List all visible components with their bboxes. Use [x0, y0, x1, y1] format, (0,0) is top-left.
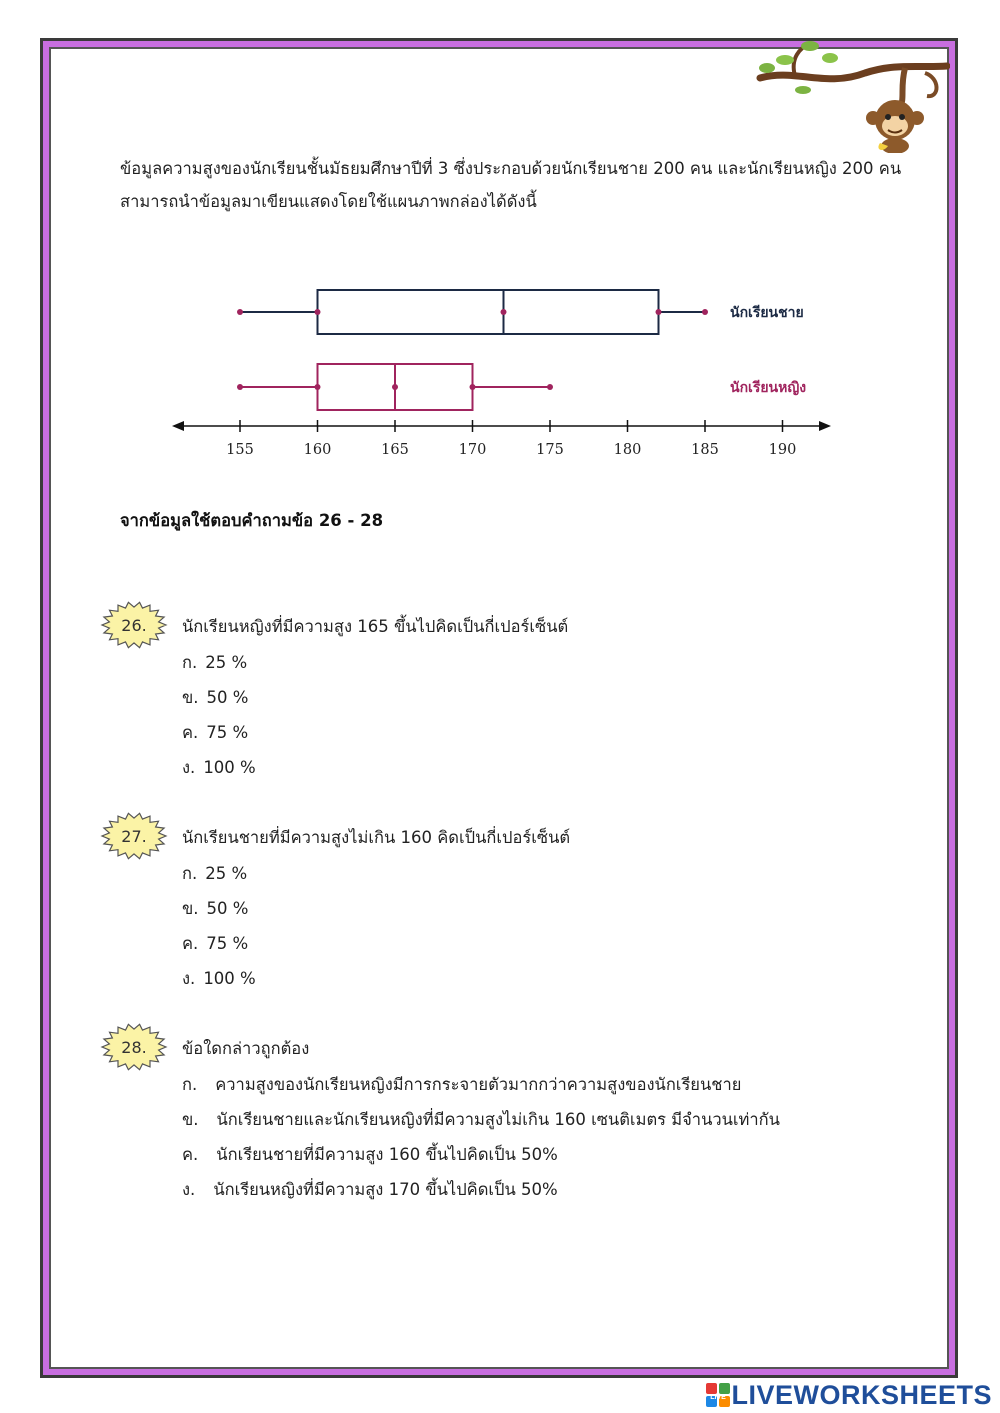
chart-boxes — [237, 290, 806, 410]
option-text: 75 % — [206, 934, 249, 953]
question-text: นักเรียนหญิงที่มีความสูง 165 ขึ้นไปคิดเป็นกี่เปอร์เซ็นต์ — [182, 617, 569, 636]
monkey-branch-illustration — [755, 38, 950, 153]
box-iqr — [318, 290, 659, 334]
question-text: นักเรียนชายที่มีความสูงไม่เกิน 160 คิดเป็นกี่เปอร์เซ็นต์ — [182, 828, 571, 847]
option-text: 50 % — [206, 688, 249, 707]
option-c[interactable] — [182, 931, 256, 966]
option-a[interactable] — [182, 861, 256, 896]
axis-tick-label: 165 — [381, 442, 409, 458]
box-point — [392, 384, 398, 390]
question-number: 27. — [121, 826, 147, 846]
question-badge — [100, 1022, 168, 1072]
axis-tick-label: 170 — [458, 442, 487, 458]
option-label: ข. — [182, 688, 199, 707]
option-label: ง. — [182, 1180, 196, 1199]
option-list — [182, 861, 256, 1001]
option-text: นักเรียนชายที่มีความสูง 160 ขึ้นไปคิดเป็น 50% — [216, 1145, 558, 1164]
option-label: ค. — [182, 934, 199, 953]
box-point — [315, 384, 321, 390]
sub-heading: จากข้อมูลใช้ตอบคำถามข้อ 26 - 28 — [120, 511, 384, 530]
option-text: 100 % — [203, 758, 256, 777]
box-plot-chart — [160, 250, 850, 470]
option-label: ง. — [182, 969, 196, 988]
axis-tick-label: 160 — [303, 442, 332, 458]
chart-axis — [172, 420, 831, 458]
option-text: นักเรียนหญิงที่มีความสูง 170 ขึ้นไปคิดเป็น 50% — [213, 1180, 558, 1199]
logo-text: LIVE — [710, 1394, 727, 1401]
option-text: 75 % — [206, 723, 249, 742]
option-list — [182, 1072, 780, 1212]
option-d[interactable] — [182, 1177, 780, 1212]
box-point — [501, 309, 507, 315]
option-list — [182, 650, 256, 790]
option-c[interactable] — [182, 1142, 780, 1177]
axis-arrow-left — [172, 421, 184, 431]
option-label: ง. — [182, 758, 196, 777]
option-text: 100 % — [203, 969, 256, 988]
option-label: ข. — [182, 899, 199, 918]
option-text: 25 % — [205, 864, 248, 883]
box-point — [470, 384, 476, 390]
intro-paragraph — [120, 152, 920, 218]
option-label: ค. — [182, 1145, 199, 1164]
option-text: 50 % — [206, 899, 249, 918]
option-text: 25 % — [205, 653, 248, 672]
box-point — [656, 309, 662, 315]
box-point — [702, 309, 708, 315]
question-number: 26. — [121, 615, 147, 635]
option-text: ความสูงของนักเรียนหญิงมีการกระจายตัวมากกว่าความสูงของนักเรียนชาย — [215, 1075, 742, 1094]
axis-arrow-right — [819, 421, 831, 431]
brand-name: LIVEWORKSHEETS — [731, 1379, 992, 1410]
intro-line-2: สามารถนำข้อมูลมาเขียนแสดงโดยใช้แผนภาพกล่องได้ดังนี้ — [120, 192, 537, 211]
question-text: ข้อใดกล่าวถูกต้อง — [182, 1039, 310, 1058]
axis-tick-label: 190 — [768, 442, 797, 458]
liveworksheets-logo-icon — [705, 1382, 731, 1408]
box-point — [237, 384, 243, 390]
option-label: ก. — [182, 1075, 198, 1094]
series-label: นักเรียนหญิง — [730, 380, 807, 396]
series-label: นักเรียนชาย — [730, 305, 804, 321]
axis-tick-label: 155 — [226, 442, 254, 458]
option-c[interactable] — [182, 720, 256, 755]
axis-tick-label: 185 — [691, 442, 719, 458]
option-label: ค. — [182, 723, 199, 742]
axis-tick-label: 175 — [536, 442, 564, 458]
option-label: ข. — [182, 1110, 199, 1129]
liveworksheets-brand — [705, 1381, 992, 1409]
option-d[interactable] — [182, 966, 256, 1001]
option-b[interactable] — [182, 896, 256, 931]
question-number: 28. — [121, 1037, 147, 1057]
box-point — [315, 309, 321, 315]
option-b[interactable] — [182, 1107, 780, 1142]
option-b[interactable] — [182, 685, 256, 720]
option-a[interactable] — [182, 650, 256, 685]
option-d[interactable] — [182, 755, 256, 790]
option-text: นักเรียนชายและนักเรียนหญิงที่มีความสูงไม่เกิน 160 เซนติเมตร มีจำนวนเท่ากัน — [216, 1110, 780, 1129]
option-label: ก. — [182, 653, 198, 672]
box-point — [237, 309, 243, 315]
question-badge — [100, 600, 168, 650]
intro-line-1: ข้อมูลความสูงของนักเรียนชั้นมัธยมศึกษาปีที่ 3 ซึ่งประกอบด้วยนักเรียนชาย 200 คน และนักเรียนหญิง 200 คน — [120, 159, 902, 178]
box-point — [547, 384, 553, 390]
option-a[interactable] — [182, 1072, 780, 1107]
axis-tick-label: 180 — [613, 442, 642, 458]
option-label: ก. — [182, 864, 198, 883]
question-badge — [100, 811, 168, 861]
